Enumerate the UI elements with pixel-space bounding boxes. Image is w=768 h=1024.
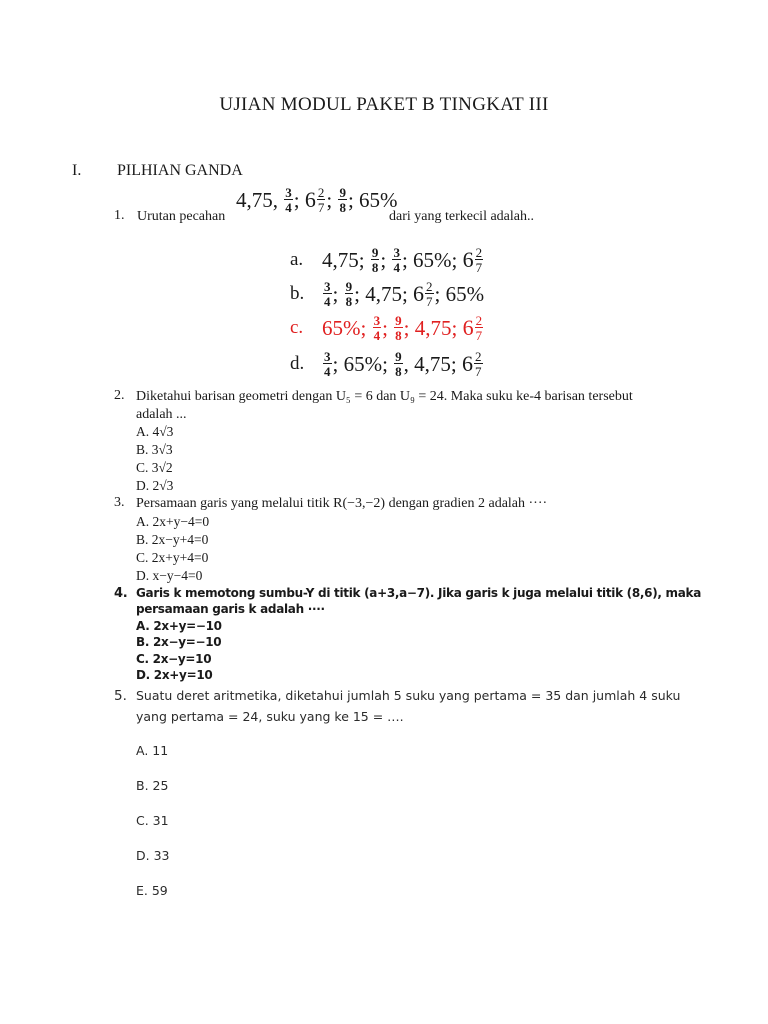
- q5-option-d: D. 33: [136, 848, 170, 863]
- q1-prefix: Urutan pecahan: [137, 209, 226, 224]
- q3-option-a: A. 2x+y−4=0: [136, 514, 210, 529]
- q3-option-b: B. 2x−y+4=0: [136, 532, 209, 547]
- q2-text-line2: adalah ...: [136, 407, 187, 422]
- q1-suffix: dari yang terkecil adalah..: [389, 209, 534, 224]
- q5-option-e: E. 59: [136, 883, 168, 898]
- q5-text-line1: Suatu deret aritmetika, diketahui jumlah 5 suku yang pertama = 35 dan jumlah 4 suku: [136, 688, 681, 703]
- q1-option-c: c. 65%; $\frac{3}{4}$ ; $\frac{9}{8}$ ; 4,75; 6 $\frac{2}{7}$: [290, 313, 483, 343]
- seq-mixed-number: 6 $\frac{2}{7}$: [304, 185, 325, 215]
- seq-fraction: $\frac{3}{4}$: [285, 185, 292, 215]
- q5-text-line2: yang pertama = 24, suku yang ke 15 = ….: [136, 709, 404, 724]
- q4-text-line2: persamaan garis k adalah ····: [136, 602, 325, 616]
- q2-option-a: A. 4√3: [136, 424, 174, 439]
- seq-term: 65%: [359, 187, 398, 212]
- q1-number: 1.: [114, 208, 125, 223]
- seq-term: 4,75: [236, 187, 273, 212]
- q1-option-a: a. 4,75; $\frac{9}{8}$ ; $\frac{3}{4}$ ; 65%; 6 $\frac{2}{7}$: [290, 245, 483, 275]
- q2-option-c: C. 3√2: [136, 460, 173, 475]
- section-title: PILHIAN GANDA: [117, 162, 243, 179]
- page-title: UJIAN MODUL PAKET B TINGKAT III: [219, 94, 549, 115]
- q4-option-a: A. 2x+y=−10: [136, 619, 222, 633]
- q3-number: 3.: [114, 495, 125, 510]
- seq-fraction: $\frac{9}{8}$: [339, 185, 346, 215]
- q1-fraction-sequence: 4,75 , $\frac{3}{4}$ ; 6 $\frac{2}{7}$ ; $\frac{9}{8}$ ; 65%: [236, 185, 398, 215]
- q2-option-b: B. 3√3: [136, 442, 173, 457]
- q4-option-b: B. 2x−y=−10: [136, 635, 222, 649]
- q3-option-c: C. 2x+y+4=0: [136, 550, 209, 565]
- section-number: I.: [72, 162, 82, 179]
- q4-option-c: C. 2x−y=10: [136, 652, 212, 666]
- q1-option-d: d. $\frac{3}{4}$ ; 65%; $\frac{9}{8}$ , 4,75; 6 $\frac{2}{7}$: [290, 349, 482, 379]
- q2-number: 2.: [114, 388, 125, 403]
- q3-option-d: D. x−y−4=0: [136, 568, 203, 583]
- q2-option-d: D. 2√3: [136, 478, 174, 493]
- q4-number: 4.: [114, 586, 128, 601]
- q1-option-b: b. $\frac{3}{4}$ ; $\frac{9}{8}$ ; 4,75; 6 $\frac{2}{7}$ ; 65%: [290, 279, 485, 309]
- q5-number: 5.: [114, 688, 127, 704]
- q5-option-c: C. 31: [136, 813, 169, 828]
- q4-text-line1: Garis k memotong sumbu-Y di titik (a+3,a−7). Jika garis k juga melalui titik (8,6), maka: [136, 586, 702, 600]
- q3-text: Persamaan garis yang melalui titik R(−3,−2) dengan gradien 2 adalah ····: [136, 496, 548, 511]
- q5-option-a: A. 11: [136, 743, 169, 758]
- q2-text-line1: Diketahui barisan geometri dengan U₅ = 6 dan U₉ = 24. Maka suku ke-4 barisan tersebut: [136, 389, 633, 404]
- q5-option-b: B. 25: [136, 778, 169, 793]
- q4-option-d: D. 2x+y=10: [136, 668, 213, 682]
